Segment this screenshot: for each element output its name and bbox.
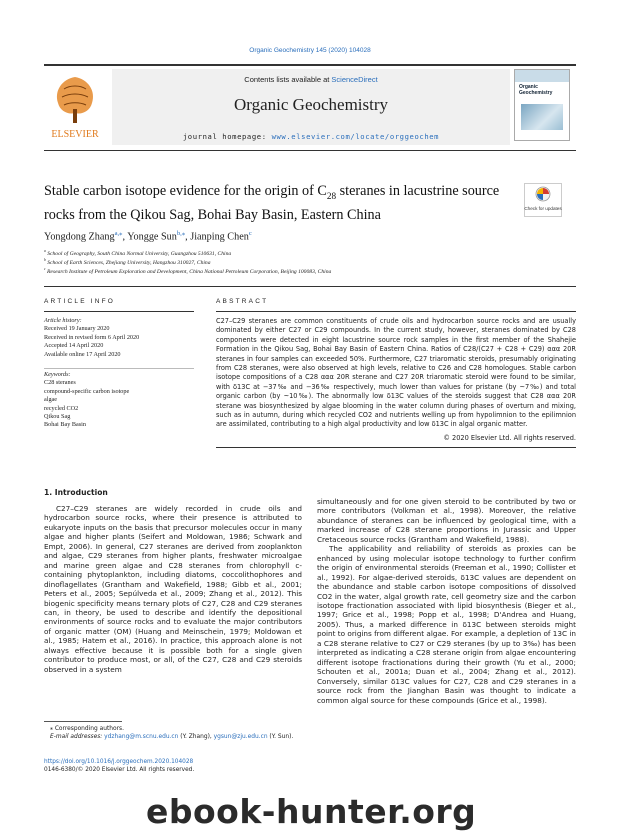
- journal-homepage: [112, 132, 510, 141]
- cover-image: [521, 104, 563, 130]
- check-badge-label: Check for updates: [524, 206, 562, 211]
- author-list: Yongdong Zhang$^{a,⁎}$, Yongge Sun$^{b,⁎}$, Jianping Chen$^c$: [44, 230, 252, 243]
- author-name[interactable]: Yongdong Zhang: [44, 231, 115, 243]
- email-owner: (Y. Sun).: [267, 734, 294, 740]
- email-owner: (Y. Zhang),: [178, 734, 214, 740]
- abstract-text: C27–C29 steranes are common constituents of crude oils and hydrocarbon source rocks and are usually dominated by either C27 or C29 compounds. In the current study, however, steranes dominated by C28 components were detected in eight lacustrine source rock samples in the first member of the Shahejie Formation in the Qikou Sag, Bohai Bay Basin of Eastern China. Ratios of C28/(C27 + C28 + C29) ααα 20R steranes in four samples can exceeded 50%. Furthermore, C27 triaromatic steroids, presumably originating from C28 steranes, were also observed at high levels, relative to C26 and C28 homologues. Stable carbon isotope compositions of a C28 ααα 20R sterane and C27 20R triaromatic steroid were found to be similar, with δ13C at −37‰ and −36‰ respectively, much lower than values for pristane (by ~7‰) and total organic carbon (by ~10‰). The abnormally low δ13C values of the steroids suggest that C28 ααα 20R sterane was biosynthesized by algae blooming in the water column during phases of overturn and mixing, such as in autumn, during which recycled CO2 and nutrients welling up from hypolimnion to the epilimnion are assimilated, contributing to a high algal productivity and low δ13C in algal organic matter.: [216, 317, 576, 429]
- keyword-item: algae: [44, 396, 58, 404]
- history-item: Received 19 January 2020: [44, 325, 110, 333]
- abstract-heading: ABSTRACT: [216, 298, 269, 305]
- email-label: E-mail addresses:: [50, 734, 105, 740]
- author-affiliation-marker[interactable]: b,⁎: [176, 230, 186, 237]
- homepage-link[interactable]: www.elsevier.com/locate/orggeochem: [271, 132, 440, 141]
- author-affiliation-marker[interactable]: c: [248, 230, 252, 237]
- title-part-1: Stable carbon isotope evidence for the origin of C: [44, 183, 327, 199]
- keywords-rule: [44, 368, 194, 369]
- affiliation-text: Research Institute of Petroleum Exploration and Development, China National Petroleum Corporation, Beijing 100083, China: [47, 268, 332, 275]
- elsevier-tree-logo: [44, 69, 106, 145]
- contents-prefix: Contents lists available at: [244, 75, 332, 84]
- keyword-item: C28 steranes: [44, 379, 76, 387]
- abstract-rule: [216, 311, 576, 312]
- cover-strip: [515, 70, 569, 82]
- sciencedirect-link[interactable]: ScienceDirect: [331, 75, 378, 84]
- body-paragraph: The applicability and reliability of steroids as proxies can be enhanced by using molecular isotope technology to further confirm the origin of environmental steroids (Freeman et al., 1990; Collister et al., 1992). For algae-derived steroids, δ13C values are dependent on the abundance and stable carbon isotope compositions of dissolved CO2 in the water, algal growth rate, cell geometry size and the carbon isotope fractionation associated with lipid biosynthesis (Bieger et al., 1997; Grice et al., 1998; Popp et al., 1998; D'Andrea and Huang, 2005). Thus, a marked difference in δ13C between steroids might point to origins from different algae. For example, a depletion of 13C in a C28 sterane relative to C27 or C29 steranes (by up to 3‰) has been interpreted as indicating a C28 sterane origin from algae encountering different isotope fractionations during their growth (Yu et al., 2000; Schouten et al., 2001a; Duan et al., 2004; Zhang et al., 2012). Conversely, similar δ13C values for C27, C28 and C29 steranes in a source rock from the Jianghan Basin was thought to indicate a common algal source for these compounds (Grice et al., 1998).: [317, 544, 576, 705]
- abstract-bottom-rule: [216, 447, 576, 448]
- issn-line: 0146-6380/© 2020 Elsevier Ltd. All rights reserved.: [44, 767, 195, 773]
- contents-line: [112, 75, 510, 84]
- affiliation-a: [44, 249, 231, 257]
- email-link[interactable]: ydzhang@m.scnu.edu.cn: [104, 734, 179, 740]
- keyword-item: recycled CO2: [44, 404, 79, 412]
- keyword-item: compound-specific carbon isotope: [44, 387, 130, 395]
- doi-link[interactable]: https://doi.org/10.1016/j.orggeochem.2020.104028: [44, 759, 194, 765]
- author-affiliation-marker[interactable]: a,⁎: [114, 230, 123, 237]
- keyword-item: Bohai Bay Basin: [44, 421, 86, 429]
- body-right-column: [317, 497, 576, 705]
- footnote-rule: [44, 721, 122, 722]
- history-item: Received in revised form 6 April 2020: [44, 333, 140, 341]
- watermark: ebook-hunter.org: [146, 792, 477, 831]
- cover-title: Organic Geochemistry: [519, 84, 553, 96]
- article-history: [44, 317, 139, 359]
- affiliation-marker: b: [44, 258, 46, 262]
- article-title: [44, 182, 514, 225]
- corresponding-author-note: ⁎ Corresponding authors.: [50, 726, 124, 732]
- doi-block: [44, 758, 194, 774]
- history-label: Article history:: [44, 317, 82, 324]
- author-name[interactable]: Yongge Sun: [127, 231, 177, 243]
- affiliation-c: [44, 267, 331, 275]
- publisher-logo-text: ELSEVIER: [51, 129, 99, 140]
- keywords: [44, 371, 129, 430]
- affiliation-b: [44, 258, 211, 266]
- journal-cover-thumbnail[interactable]: [514, 69, 570, 141]
- abstract-copyright: © 2020 Elsevier Ltd. All rights reserved.: [443, 434, 576, 442]
- footnote: [44, 725, 302, 741]
- header-bottom-rule: [44, 150, 576, 151]
- affiliation-marker: c: [44, 267, 46, 271]
- email-link[interactable]: ygsun@zju.edu.cn: [213, 734, 268, 740]
- article-info-heading: ARTICLE INFO: [44, 298, 116, 305]
- top-rule: [44, 64, 576, 66]
- affiliation-rule: [44, 286, 576, 287]
- journal-reference[interactable]: Organic Geochemistry 145 (2020) 104028: [249, 47, 371, 54]
- body-left-column: [44, 504, 302, 674]
- homepage-prefix: journal homepage:: [182, 132, 272, 141]
- keywords-label: Keywords:: [44, 371, 71, 378]
- check-for-updates-badge[interactable]: [524, 183, 562, 217]
- history-item: Available online 17 April 2020: [44, 350, 121, 358]
- introduction-heading: 1. Introduction: [44, 488, 108, 497]
- affiliation-marker: a: [44, 249, 46, 253]
- body-paragraph: C27–C29 steranes are widely recorded in crude oils and hydrocarbon source rocks, where their presence is attributed to eukaryote inputs on the basis that precursor molecules occur in many algae and higher plants (Seifert and Moldowan, 1986; Schwark and Empt, 2006). In general, C27 steranes are derived from zooplankton and algae, C29 steranes from higher plants, freshwater microalgae and marine green algae and C28 steranes from chlorophyll c-containing phytoplankton, including diatoms, coccolithophores and dinoflagellates (Grantham and Wakefield, 1988; Gibb et al., 2001; Peters et al., 2005; Sepúlveda et al., 2009; Zhang et al., 2012). This biogenic specificity means ternary plots of C27, C28 and C29 steranes can, in theory, be used to describe and identify the depositional environments of source rocks and to evaluate the major contributors of organic matter (OM) (Huang and Meinschein, 1979; Moldowan et al., 1985; Hatem et al., 2016). In practice, this approach alone is not always effective because it is possible both for a single given contributor to produce most, or all, of the C27, C28 and C29 steroids observed in a system: [44, 504, 302, 674]
- history-item: Accepted 14 April 2020: [44, 342, 104, 350]
- keyword-item: Qikou Sag: [44, 413, 71, 421]
- body-paragraph: simultaneously and for one given steroid to be contributed by two or more contributors (Volkman et al., 1998). Moreover, the relative abundance of steranes can be influenced by geological time, with a marked increase of C28 sterane proportions in Jurassic and Upper Cretaceous source rocks (Grantham and Wakefield, 1988).: [317, 497, 576, 544]
- title-part-2: steranes in lacustrine source rocks from the Qikou Sag, Bohai Bay Basin, Eastern China: [44, 183, 500, 223]
- affiliation-text: School of Earth Sciences, Zhejiang University, Hangzhou 310027, China: [47, 259, 211, 266]
- author-name[interactable]: Jianping Chen: [190, 231, 249, 243]
- journal-name[interactable]: Organic Geochemistry: [233, 95, 389, 114]
- affiliation-text: School of Geography, South China Normal University, Guangzhou 510631, China: [47, 250, 232, 257]
- info-rule: [44, 311, 194, 312]
- title-subscript: 28: [326, 190, 337, 201]
